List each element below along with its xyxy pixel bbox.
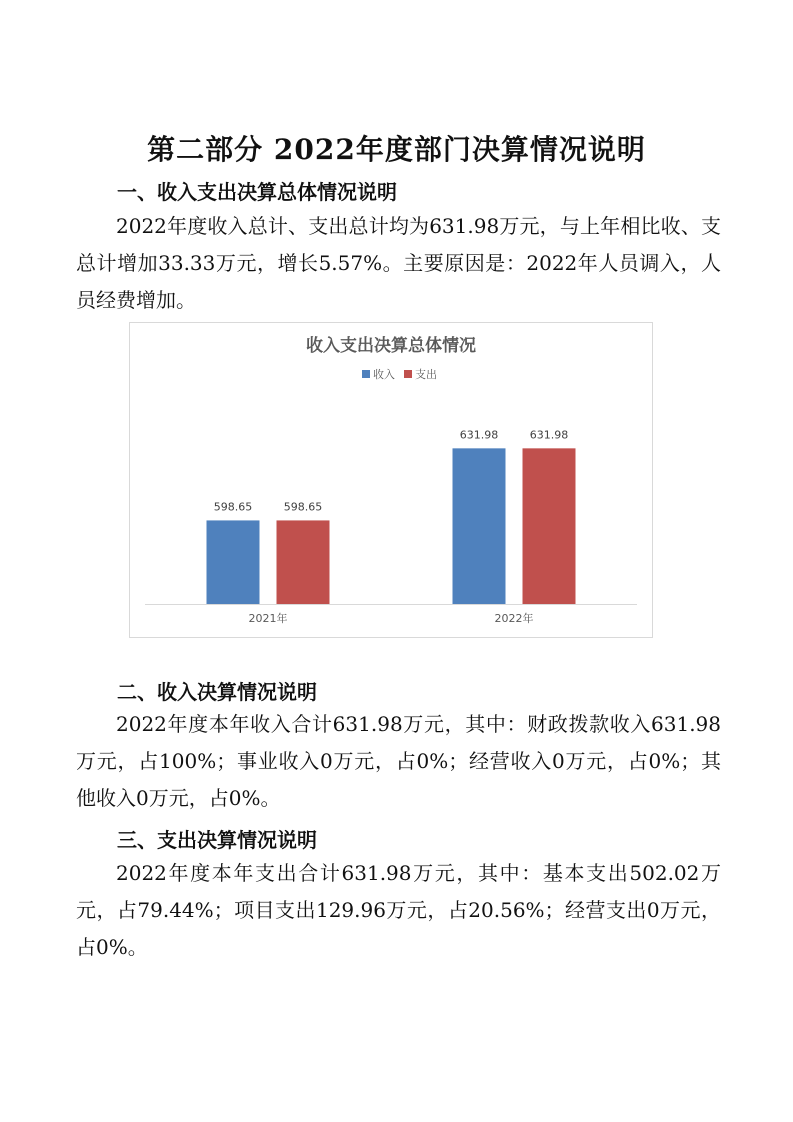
section-2-paragraph: 2022年度本年收入合计631.98万元，其中：财政拨款收入631.98万元，占100%；事业收入0万元，占0%；经营收入0万元，占0%；其他收入0万元，占0%。 — [76, 712, 721, 810]
bar-收入-2022年 — [453, 448, 506, 604]
section-3-heading: 三、支出决算情况说明 — [117, 828, 317, 852]
chart-title: 收入支出决算总体情况 — [306, 336, 476, 356]
section-3-paragraph: 2022年度本年支出合计631.98万元，其中：基本支出502.02万元，占79.44%；项目支出129.96万元，占20.56%；经营支出0万元，占0%。 — [76, 861, 721, 959]
section-1-heading: 一、收入支出决算总体情况说明 — [117, 180, 397, 204]
bar-chart — [130, 323, 652, 637]
section-1-paragraph: 2022年度收入总计、支出总计均为631.98万元，与上年相比收、支总计增加33.33万元，增长5.57%。主要原因是：2022年人员调入，人员经费增加。 — [76, 214, 721, 312]
data-label-支出-2022年: 631.98 — [529, 428, 569, 442]
data-label-支出-2021年: 598.65 — [283, 500, 323, 514]
legend-label-1: 收入 — [373, 368, 395, 381]
x-tick-label-2: 2022年 — [494, 612, 534, 625]
legend-swatch-1 — [362, 370, 370, 378]
x-tick-label-1: 2021年 — [248, 612, 288, 625]
page-title: 第二部分 2022年度部门决算情况说明 — [147, 133, 646, 166]
bar-支出-2022年 — [523, 448, 576, 604]
legend-swatch-2 — [404, 370, 412, 378]
data-label-收入-2022年: 631.98 — [459, 428, 499, 442]
section-2-heading: 二、收入决算情况说明 — [117, 680, 317, 704]
bar-支出-2021年 — [277, 520, 330, 604]
bar-收入-2021年 — [207, 520, 260, 604]
chart-panel — [129, 322, 653, 638]
data-label-收入-2021年: 598.65 — [213, 500, 253, 514]
legend-label-2: 支出 — [415, 368, 437, 381]
